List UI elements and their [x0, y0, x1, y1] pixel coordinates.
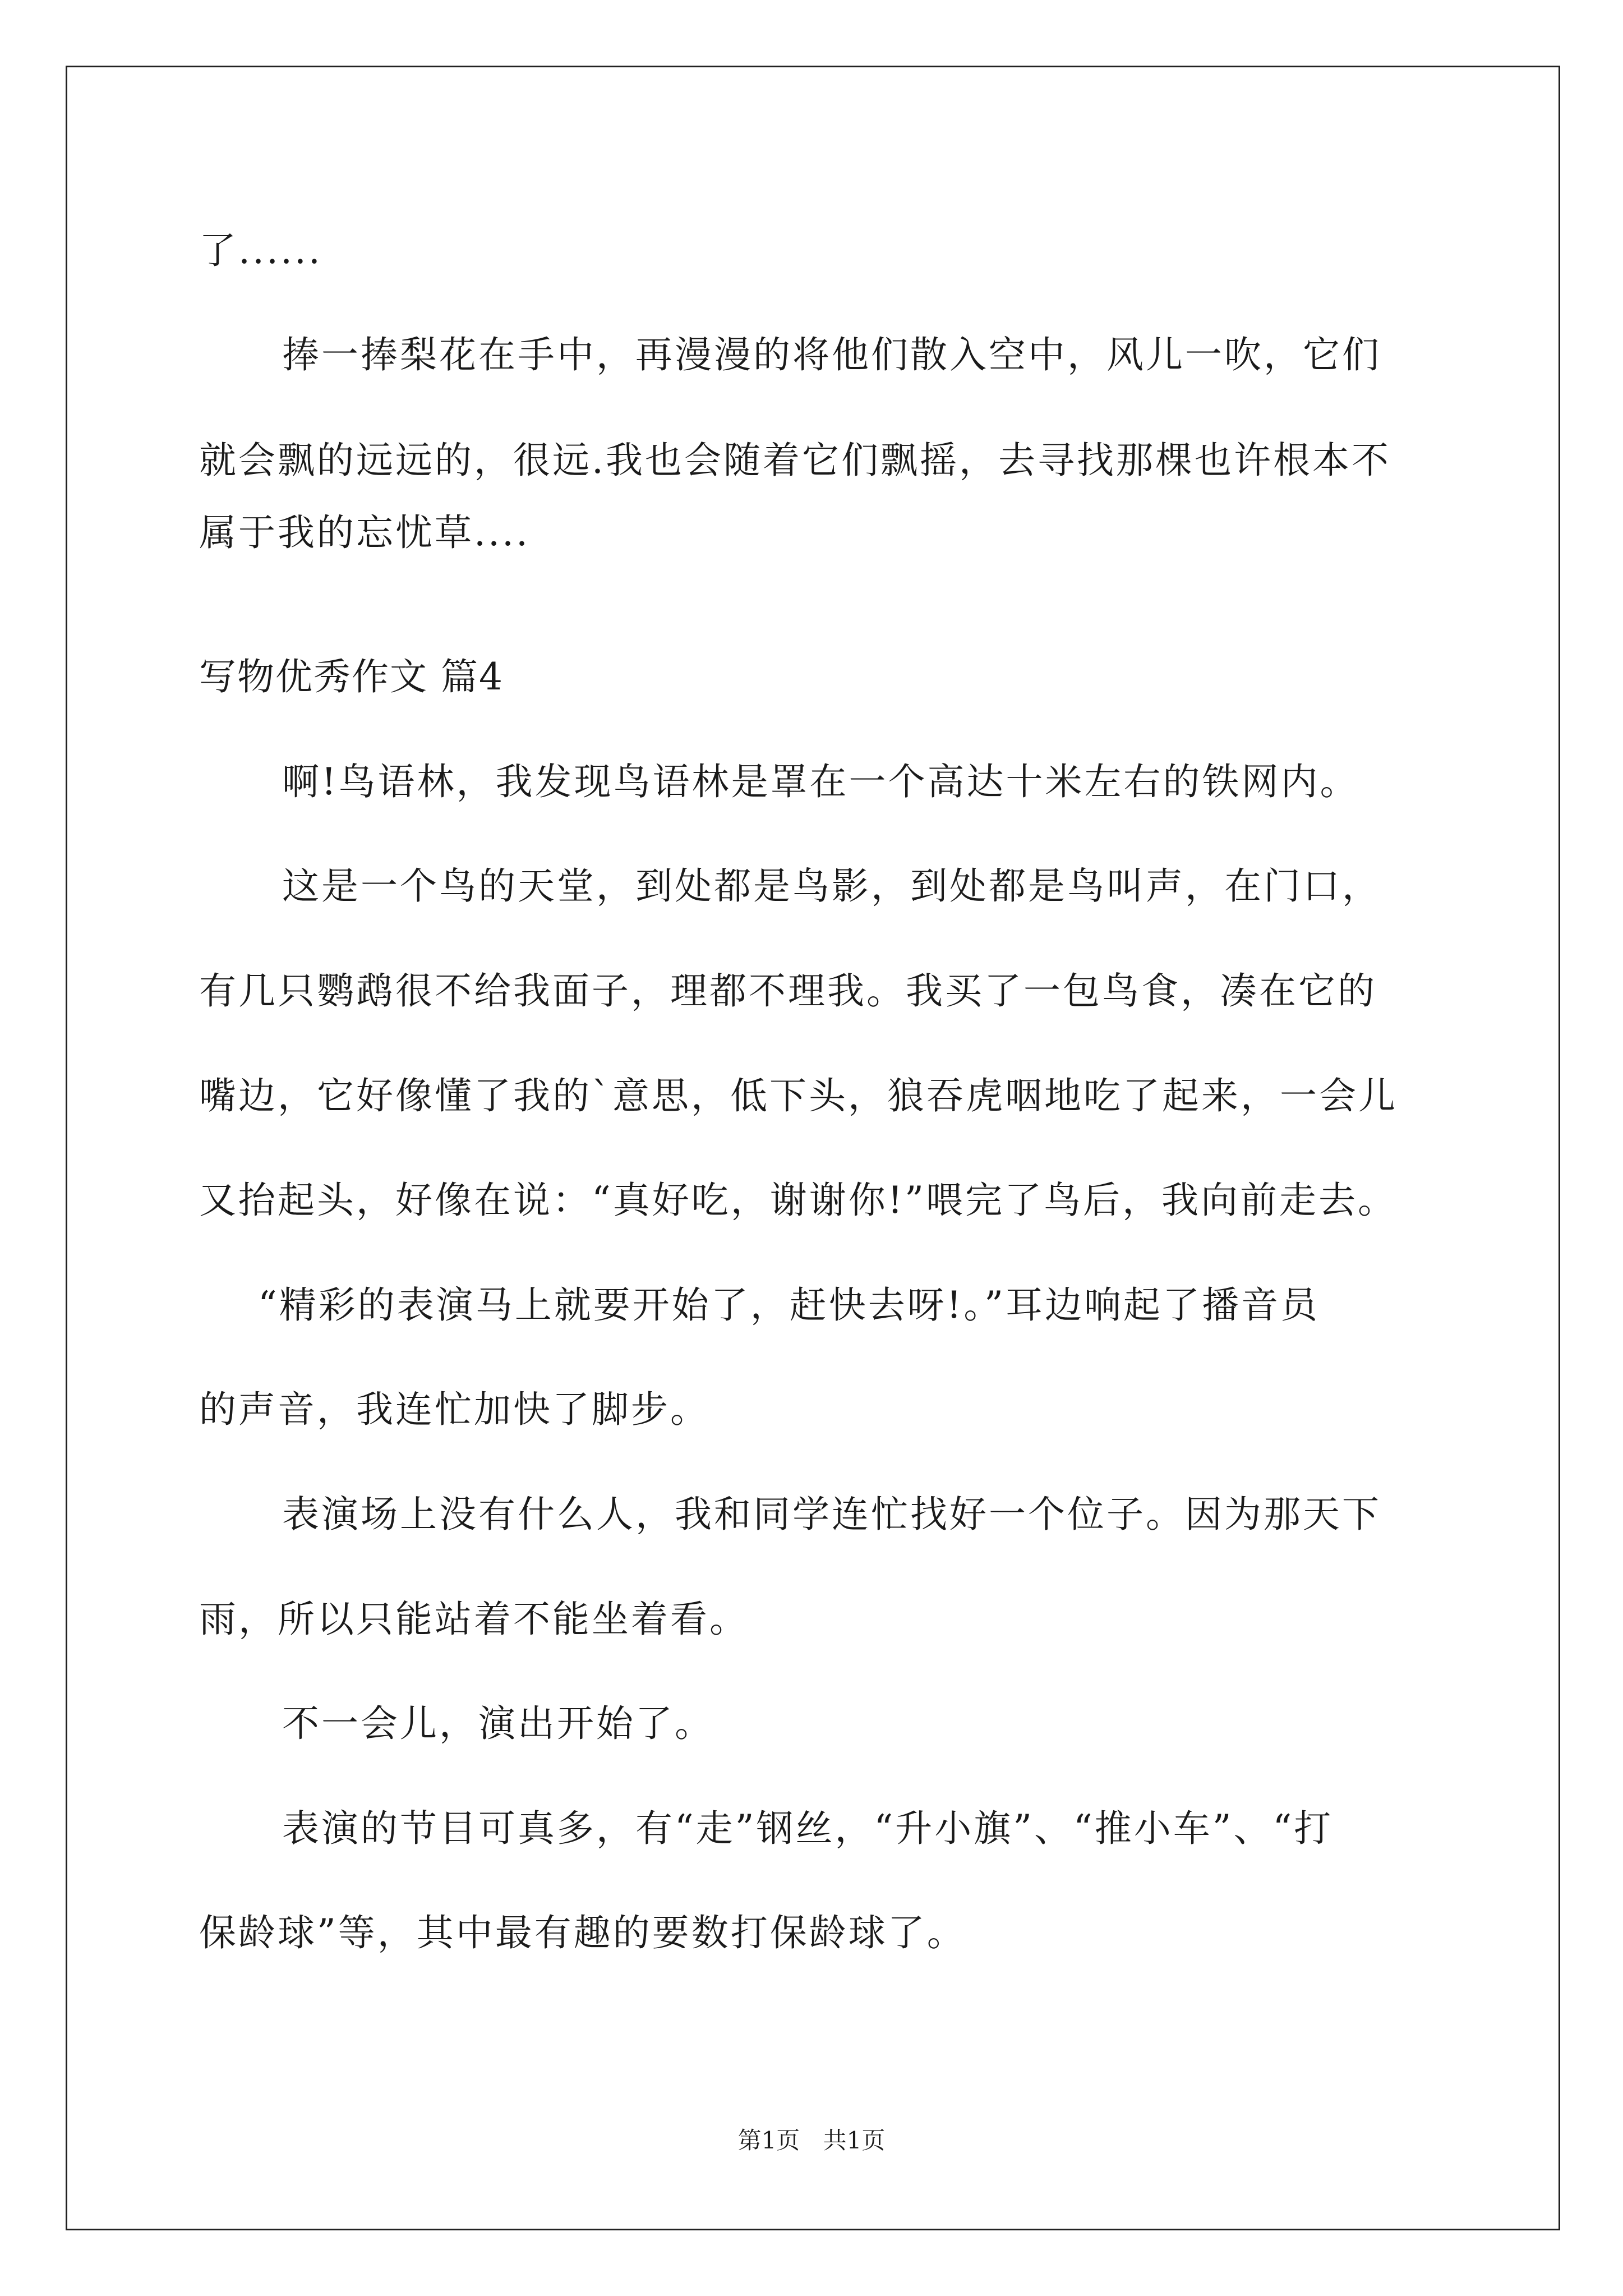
- text-line: 雨，所以只能站着不能坐着看。: [199, 1598, 749, 1641]
- text-line: 这是一个鸟的天堂，到处都是鸟影，到处都是鸟叫声，在门口，: [282, 864, 1381, 908]
- text-line: 属于我的忘忧草....: [199, 511, 530, 554]
- text-line: 表演的节目可真多，有“走”钢丝，“升小旗”、“推小车”、“打: [282, 1807, 1334, 1850]
- text-line: 不一会儿，演出开始了。: [282, 1702, 714, 1745]
- text-line: 的声音，我连忙加快了脚步。: [199, 1388, 709, 1431]
- page-frame: [66, 66, 1560, 2230]
- text-line: 捧一捧梨花在手中，再漫漫的将他们散入空中，风儿一吹，它们: [282, 333, 1381, 376]
- page-total: 共1页: [823, 2127, 886, 2154]
- text-line: 了......: [199, 229, 322, 272]
- text-line: 保龄球”等，其中最有趣的要数打保龄球了。: [199, 1911, 966, 1954]
- page-footer: [0, 2129, 1623, 2152]
- text-line: 又抬起头，好像在说：“真好吃，谢谢你!”喂完了鸟后，我向前走去。: [199, 1179, 1398, 1222]
- section-heading: 写物优秀作文 篇4: [199, 655, 504, 698]
- text-line: 表演场上没有什么人，我和同学连忙找好一个位子。因为那天下: [282, 1493, 1381, 1536]
- text-line: 嘴边，它好像懂了我的`意思，低下头，狼吞虎咽地吃了起来，一会儿: [199, 1074, 1398, 1117]
- text-line: 就会飘的远远的，很远.我也会随着它们飘摇，去寻找那棵也许根本不: [199, 439, 1391, 482]
- text-line: 啊!鸟语林，我发现鸟语林是罩在一个高达十米左右的铁网内。: [282, 760, 1359, 803]
- text-line: 有几只鹦鹉很不给我面子，理都不理我。我买了一包鸟食，凑在它的: [199, 969, 1377, 1013]
- text-line: “精彩的表演马上就要开始了，赶快去呀!。”耳边响起了播音员: [258, 1283, 1320, 1327]
- page-number: 第1页: [737, 2127, 800, 2154]
